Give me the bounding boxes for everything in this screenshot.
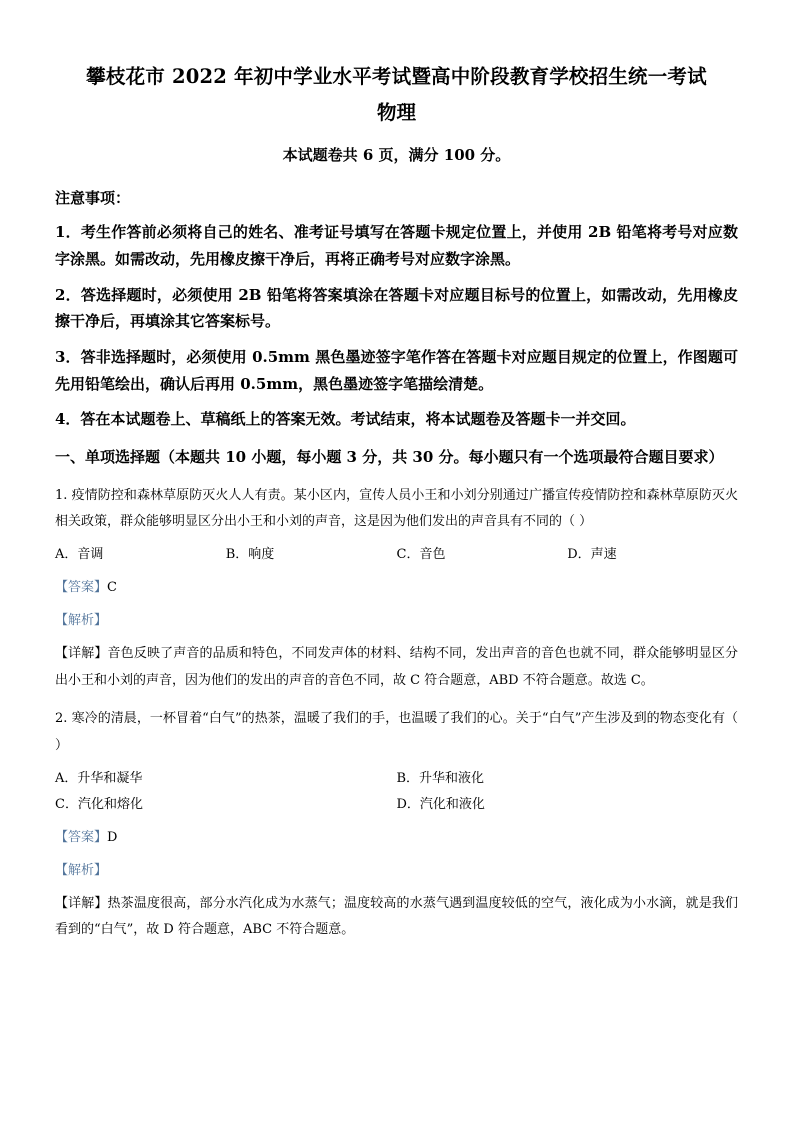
question-2-option-a[interactable]: A．升华和凝华 — [55, 770, 143, 786]
question-1-option-a[interactable]: A．音调 — [55, 547, 104, 562]
question-1-detail — [55, 634, 738, 694]
question-1-options — [55, 536, 738, 568]
notice-item-3: 3．答非选择题时，必须使用 0.5mm 黑色墨迹签字笔作答在答题卡对应题目规定的位置上，作图题可先用铅笔绘出，确认后再用 0.5mm，黑色墨迹签字笔描绘清楚。 — [55, 347, 738, 393]
question-1-stem: 1. 疫情防控和森林草原防灭火人人有责。某小区内，宣传人员小王和小刘分别通过广播宣传疫情防控和森林草原防灭火相关政策，群众能够明显区分出小王和小刘的声音，这是因为他们发出的声音具有不同的（ ） — [55, 487, 738, 530]
question-2-options-line-1 — [55, 766, 738, 792]
question-2-option-c[interactable]: C．汽化和熔化 — [55, 796, 143, 812]
question-1 — [55, 471, 738, 695]
question-2-answer — [55, 818, 738, 851]
question-2-options — [55, 760, 738, 818]
question-2-answer-value: D — [107, 829, 118, 845]
question-1-analysis-tag — [55, 601, 738, 634]
subject-title: 物理 — [376, 101, 416, 125]
question-1-option-b[interactable]: B．响度 — [225, 547, 275, 562]
question-2-options-line-2 — [55, 792, 738, 818]
section-heading-choice: 一、单项选择题（本题共 10 小题，每小题 3 分，共 30 分。每小题只有一个选项最符合题目要求） — [55, 448, 724, 467]
notice-item-1: 1．考生作答前必须将自己的姓名、准考证号填写在答题卡规定位置上，并使用 2B 铅笔将考号对应数字涂黑。如需改动，先用橡皮擦干净后，再将正确考号对应数字涂黑。 — [55, 223, 738, 268]
question-2-stem: 2. 寒冷的清晨，一杯冒着“白气”的热茶，温暖了我们的手，也温暖了我们的心。关于“白气”产生涉及到的物态变化有（ ） — [55, 711, 738, 753]
notice-item-2: 2．答选择题时，必须使用 2B 铅笔将答案填涂在答题卡对应题目标号的位置上，如需改动，先用橡皮擦干净后，再填涂其它答案标号。 — [55, 285, 738, 331]
question-1-option-d[interactable]: D．声速 — [567, 547, 617, 562]
detail-tag: 【详解】 — [55, 646, 108, 661]
notice-heading: 注意事项： — [55, 188, 131, 207]
question-1-answer-value: C — [107, 580, 117, 595]
question-1-answer — [55, 568, 738, 601]
detail-tag: 【详解】 — [55, 895, 108, 911]
question-2 — [55, 694, 738, 944]
analysis-tag: 【解析】 — [55, 862, 108, 878]
paper-meta: 本试题卷共 6 页，满分 100 分。 — [282, 146, 511, 165]
question-2-analysis-tag — [55, 851, 738, 884]
answer-tag: 【答案】 — [55, 580, 108, 595]
page-title: 攀枝花市 2022 年初中学业水平考试暨高中阶段教育学校招生统一考试 — [86, 65, 707, 88]
question-2-option-b[interactable]: B．升华和液化 — [396, 770, 485, 786]
question-2-detail-text: 热茶温度很高，部分水汽化成为水蒸气；温度较高的水蒸气遇到温度较低的空气，液化成为小水滴，就是我们看到的“白气”，故 D 符合题意，ABC 不符合题意。 — [55, 895, 738, 938]
analysis-tag: 【解析】 — [55, 613, 108, 628]
answer-tag: 【答案】 — [55, 829, 108, 845]
question-2-detail — [55, 884, 738, 944]
question-1-detail-text: 音色反映了声音的品质和特色，不同发声体的材料、结构不同，发出声音的音色也就不同，群众能够明显区分出小王和小刘的声音，因为他们的发出的声音的音色不同，故 C 符合题意，ABD 不符合题意。故选 C。 — [55, 646, 738, 688]
notice-item-4: 4．答在本试题卷上、草稿纸上的答案无效。考试结束，将本试题卷及答题卡一并交回。 — [55, 410, 636, 429]
question-1-option-c[interactable]: C．音色 — [396, 547, 446, 562]
question-2-option-d[interactable]: D．汽化和液化 — [396, 796, 485, 812]
